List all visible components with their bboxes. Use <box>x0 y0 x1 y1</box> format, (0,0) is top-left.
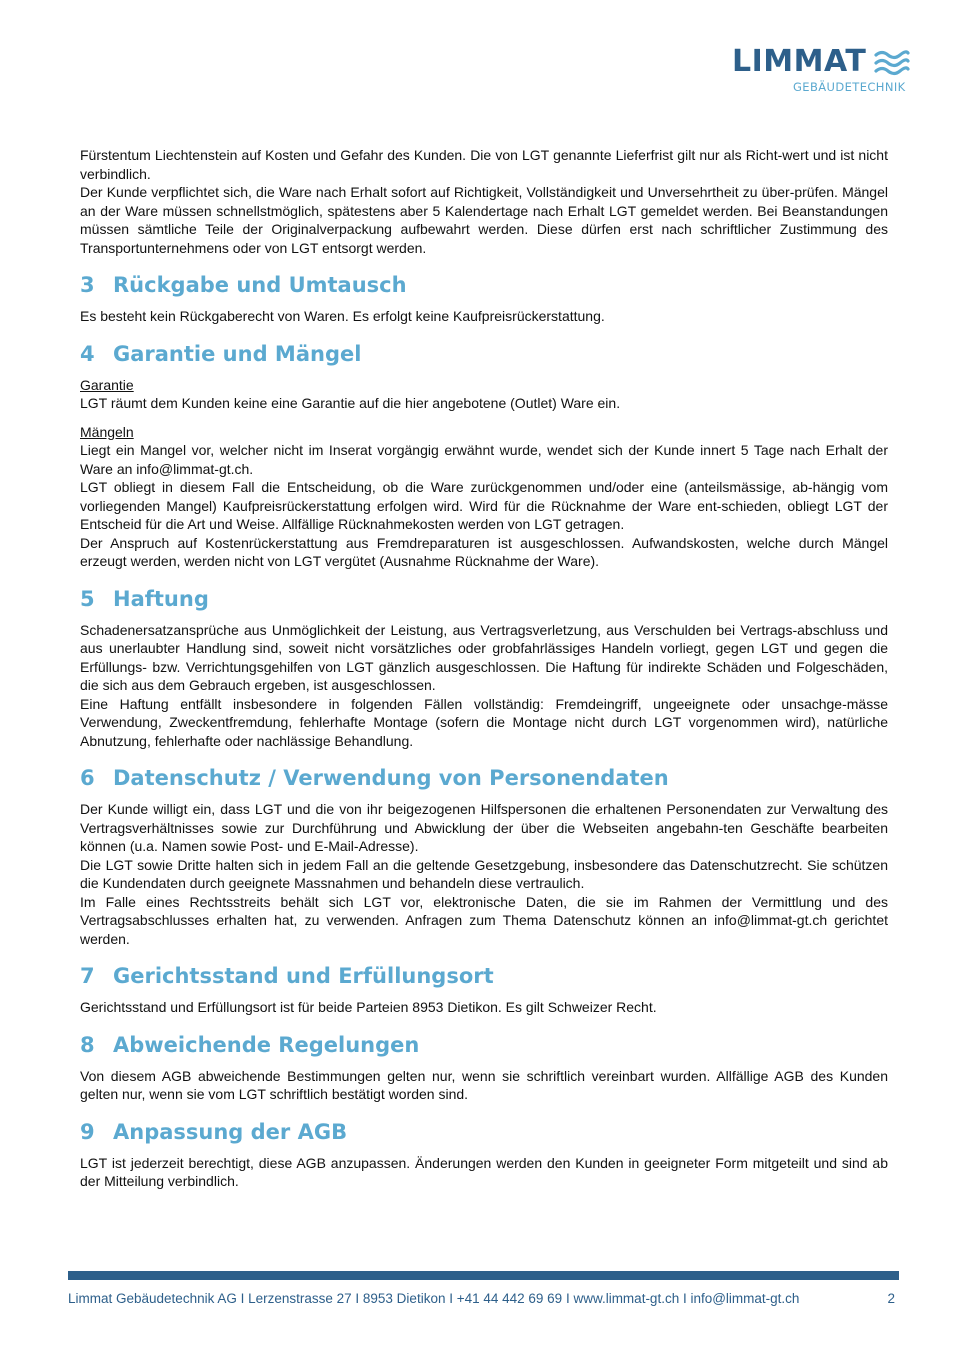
section-heading-4: 4 Garantie und Mängel <box>80 341 362 366</box>
section-3-text: Es besteht kein Rückgaberecht von Waren. Es erfolgt keine Kaufpreisrückerstattung. <box>80 308 605 324</box>
subheading-maengeln: Mängeln <box>80 423 134 440</box>
section-heading-5: 5 Haftung <box>80 586 209 611</box>
footer-divider <box>68 1271 899 1280</box>
section-heading-3: 3 Rückgabe und Umtausch <box>80 273 407 297</box>
section-4-text: LGT obliegt in diesem Fall die Entscheidung, ob die Ware zurückgenommen und/oder eine (anteilsmässige, ab-hängig vom vorliegenden Mangel) Kaufpreisrückerstattung erfolgen wird. Wird für die Rücknahme der Ware ent-schieden, obliegt LGT der Entscheid für die Art und Weise. Allfällige Rücknahmekosten werden von LGT getragen. <box>80 479 888 532</box>
intro-paragraph: Fürstentum Liechtenstein auf Kosten und Gefahr des Kunden. Die von LGT genannte Lieferfrist gilt nur als Richt-wert und ist nicht verbindlich. <box>80 147 888 182</box>
logo-wordmark: LIMMAT <box>732 44 867 79</box>
logo-subtitle: GEBÄUDETECHNIK <box>793 80 906 94</box>
company-logo <box>732 44 912 96</box>
section-5-text: Eine Haftung entfällt insbesondere in folgenden Fällen vollständig: Fremdeingriff, ungeeignete oder unsachge-mässe Verwendung, Zweckentfremdung, fehlerhafte Montage (sofern die Montage nicht durch LGT vorgenommen wird), natürliche Abnutzung, fehlerhafte oder nachlässige Behandlung. <box>80 695 888 749</box>
section-8-text: Von diesem AGB abweichende Bestimmungen gelten nur, wenn sie schriftlich vereinbart wurden. Allfällige AGB des Kunden gelten nur, wenn sie vom LGT schriftlich bestätigt worden sind. <box>80 1067 888 1102</box>
section-heading-6: 6 Datenschutz / Verwendung von Personendaten <box>80 766 669 790</box>
footer-contact: Limmat Gebäudetechnik AG I Lerzenstrasse 27 I 8953 Dietikon I +41 44 442 69 69 I www.limmat-gt.ch I info@limmat-gt.ch <box>68 1291 800 1306</box>
section-4-garantie-text: LGT räumt dem Kunden keine eine Garantie auf die hier angebotene (Outlet) Ware ein. <box>80 395 621 411</box>
section-7-text: Gerichtsstand und Erfüllungsort ist für beide Parteien 8953 Dietikon. Es gilt Schweizer Recht. <box>80 999 657 1015</box>
page-footer <box>68 1291 899 1307</box>
section-6-text: Im Falle eines Rechtsstreits behält sich LGT vor, elektronische Daten, die sie im Rahmen der Vermittlung und des Vertragsabschlusses erhalten hat, zu verwenden. Anfragen zum Thema Datenschutz können an info@limmat-gt.ch gerichtet werden. <box>80 893 888 947</box>
section-4-text: Der Anspruch auf Kostenrückerstattung aus Fremdreparaturen ist ausgeschlossen. Aufwandskosten, welche durch Mängel erzeugt werden, werden nicht von LGT vergütet (Ausnahme Rücknahme der Ware). <box>80 534 888 569</box>
document-body <box>80 146 888 1191</box>
section-heading-7: 7 Gerichtsstand und Erfüllungsort <box>80 964 494 988</box>
section-9-text: LGT ist jederzeit berechtigt, diese AGB anzupassen. Änderungen werden den Kunden in geeigneter Form mitgeteilt und sind ab der Mitteilung verbindlich. <box>80 1154 888 1189</box>
page-number: 2 <box>887 1291 895 1306</box>
section-6-text: Der Kunde willigt ein, dass LGT und die von ihr beigezogenen Hilfspersonen die erhaltenen Personendaten zur Verwaltung des Vertragsverhältnisses sowie zur Durchführung und Abwicklung der über die Webseiten angebahn-ten Geschäfte bearbeiten können (u.a. Namen sowie Post- und E-Mail-Adresse). <box>80 801 888 854</box>
section-5-text: Schadenersatzansprüche aus Unmöglichkeit der Leistung, aus Vertragsverletzung, aus Verschulden bei Vertrags-abschluss und aus unerlaubter Handlung sind, soweit nicht vorsätzliches oder grobfahrlässiges Handeln vorliegt, gegen LGT und gegen die Erfüllungs- bzw. Verrichtungsgehilfen von LGT gänzlich ausgeschlossen. Die Haftung für indirekte Schäden und Folgeschäden, die sich aus dem Gebrauch ergeben, ist ausgeschlossen. <box>80 621 888 693</box>
intro-paragraph: Der Kunde verpflichtet sich, die Ware nach Erhalt sofort auf Richtigkeit, Vollständigkeit und Unversehrtheit zu über-prüfen. Mängel an der Ware müssen schnellstmöglich, spätestens aber 5 Kalendertage nach Erhalt LGT gemeldet werden. Bei Beanstandungen müssen sämtliche Teile der Originalverpackung aufbewahrt werden. Diese dürfen erst nach schriftlicher Zustimmung des Transportunternehmens oder von LGT entsorgt werden. <box>80 184 888 256</box>
section-heading-9: 9 Anpassung der AGB <box>80 1119 348 1144</box>
waves-icon <box>874 48 910 78</box>
section-heading-8: 8 Abweichende Regelungen <box>80 1032 420 1057</box>
section-4-text: Liegt ein Mangel vor, welcher nicht im Inserat vorgängig erwähnt wurde, wendet sich der Kunde innert 5 Tage nach Erhalt der Ware an info@limmat-gt.ch. <box>80 442 888 477</box>
subheading-garantie: Garantie <box>80 376 134 393</box>
section-6-text: Die LGT sowie Dritte halten sich in jedem Fall an die geltende Gesetzgebung, insbesondere das Datenschutzrecht. Sie schützen die Kundendaten durch geeignete Massnahmen und behandeln diese vertraulich. <box>80 856 888 891</box>
